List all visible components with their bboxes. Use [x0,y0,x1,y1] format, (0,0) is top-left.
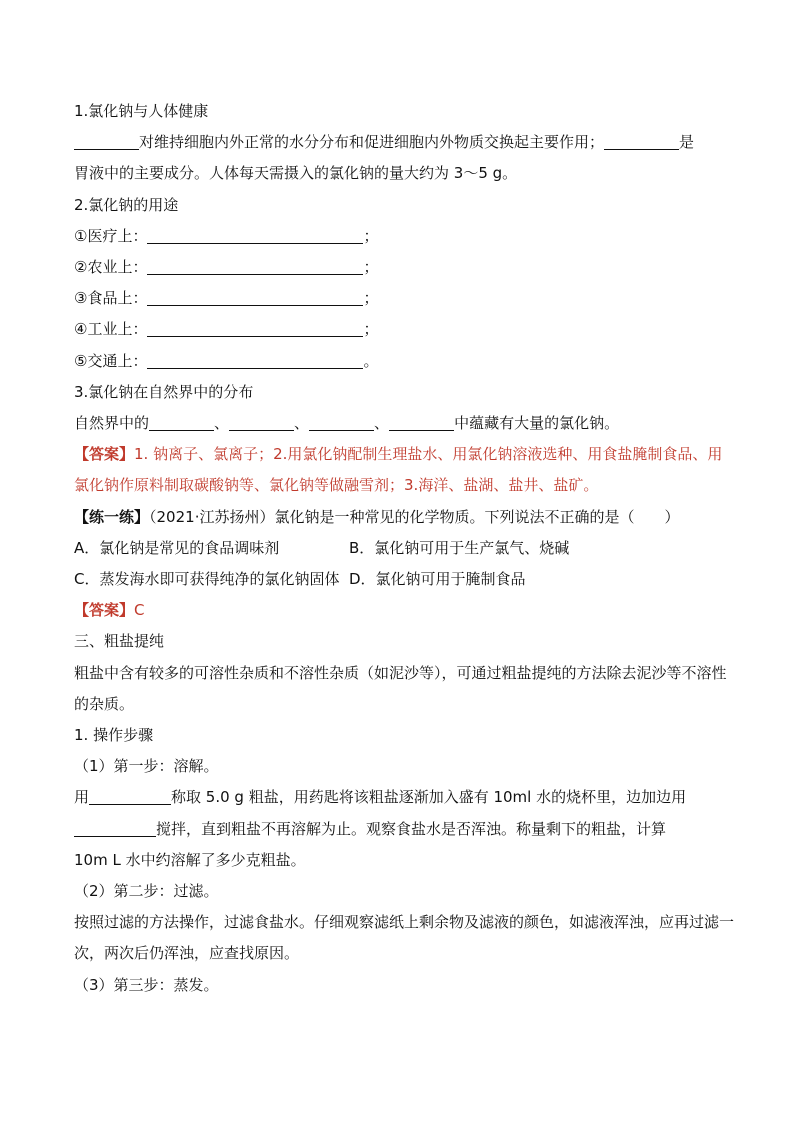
document-content [74,96,734,1001]
step2-text: 按照过滤的方法操作，过滤食盐水。仔细观察滤纸上剩余物及滤液的颜色，如滤液浑浊，应再过滤一次，两次后仍浑浊，应查找原因。 [74,913,735,963]
answer-text: C [134,601,145,620]
section3-title: 3.氯化钠在自然界中的分布 [74,382,254,401]
section1-paragraph-line1: 对维持细胞内外正常的水分分布和促进细胞内外物质交换起主要作用； 是 [74,127,734,158]
step2-title: （2）第二步：过滤。 [74,882,219,901]
fill-blank[interactable] [309,412,374,431]
fill-blank[interactable] [89,786,171,805]
step1-line1: 用 称取 5.0 g 粗盐，用药匙将该粗盐逐渐加入盛有 10ml 水的烧杯里，边加边用 [74,788,687,807]
step3-title: （3）第三步：蒸发。 [74,975,219,994]
option-b[interactable]: B．氯化钠可用于生产氯气、烧碱 [349,538,570,557]
use-agriculture: ②农业上： ； [74,258,379,277]
fill-blank[interactable] [604,131,679,150]
fill-blank[interactable] [147,318,363,337]
answer-block-1 [74,439,734,501]
fill-blank[interactable] [147,225,363,244]
section1-paragraph-line2: 胃液中的主要成分。人体每天需摄入的氯化钠的量大约为 3～5 g。 [74,164,518,183]
options-row-2 [74,564,734,595]
section1-title: 1.氯化钠与人体健康 [74,102,209,120]
answer-tag: 【答案】 [74,601,135,620]
part3-title: 三、粗盐提纯 [74,632,165,651]
option-a[interactable]: A．氯化钠是常见的食品调味剂 [74,538,280,557]
fill-blank[interactable] [147,256,363,275]
use-transport: ⑤交通上： 。 [74,351,379,370]
part3-intro: 粗盐中含有较多的可溶性杂质和不溶性杂质（如泥沙等），可通过粗盐提纯的方法除去泥沙等不溶性的杂质。 [74,663,727,713]
fill-blank[interactable] [229,412,294,431]
answer-tag: 【答案】 [74,445,135,464]
answer-text: 1. 钠离子、氯离子；2.用氯化钠配制生理盐水、用氯化钠溶液选种、用食盐腌制食品、用氯化钠作原料制取碳酸钠等、氯化钠等做融雪剂；3.海洋、盐湖、盐井、盐矿。 [74,445,723,495]
fill-blank[interactable] [149,412,214,431]
answer-block-2 [74,595,734,626]
fill-blank[interactable] [147,287,363,306]
step1-title: （1）第一步：溶解。 [74,757,219,776]
steps-title: 1. 操作步骤 [74,726,154,745]
step1-line2: 搅拌，直到粗盐不再溶解为止。观察食盐水是否浑浊。称量剩下的粗盐，计算 [74,814,734,845]
use-medical: ①医疗上： ； [74,226,379,245]
option-c[interactable]: C．蒸发海水即可获得纯净的氯化钠固体 [74,570,340,589]
section3-paragraph: 自然界中的 、 、 、 中蕴藏有大量的氯化钠。 [74,414,620,433]
fill-blank[interactable] [147,350,363,369]
step1-line3: 10m L 水中约溶解了多少克粗盐。 [74,850,306,869]
fill-blank[interactable] [389,412,454,431]
fill-blank[interactable] [74,131,139,150]
practice-question: 【练一练】（2021·江苏扬州）氯化钠是一种常见的化学物质。下列说法不正确的是（ ） [74,507,680,526]
practice-tag: 【练一练】 [74,507,150,526]
options-row-1 [74,533,734,564]
option-d[interactable]: D．氯化钠可用于腌制食品 [349,570,526,589]
use-food: ③食品上： ； [74,289,379,308]
use-industry: ④工业上： ； [74,320,379,339]
fill-blank[interactable] [74,818,156,837]
section2-title: 2.氯化钠的用途 [74,195,179,214]
